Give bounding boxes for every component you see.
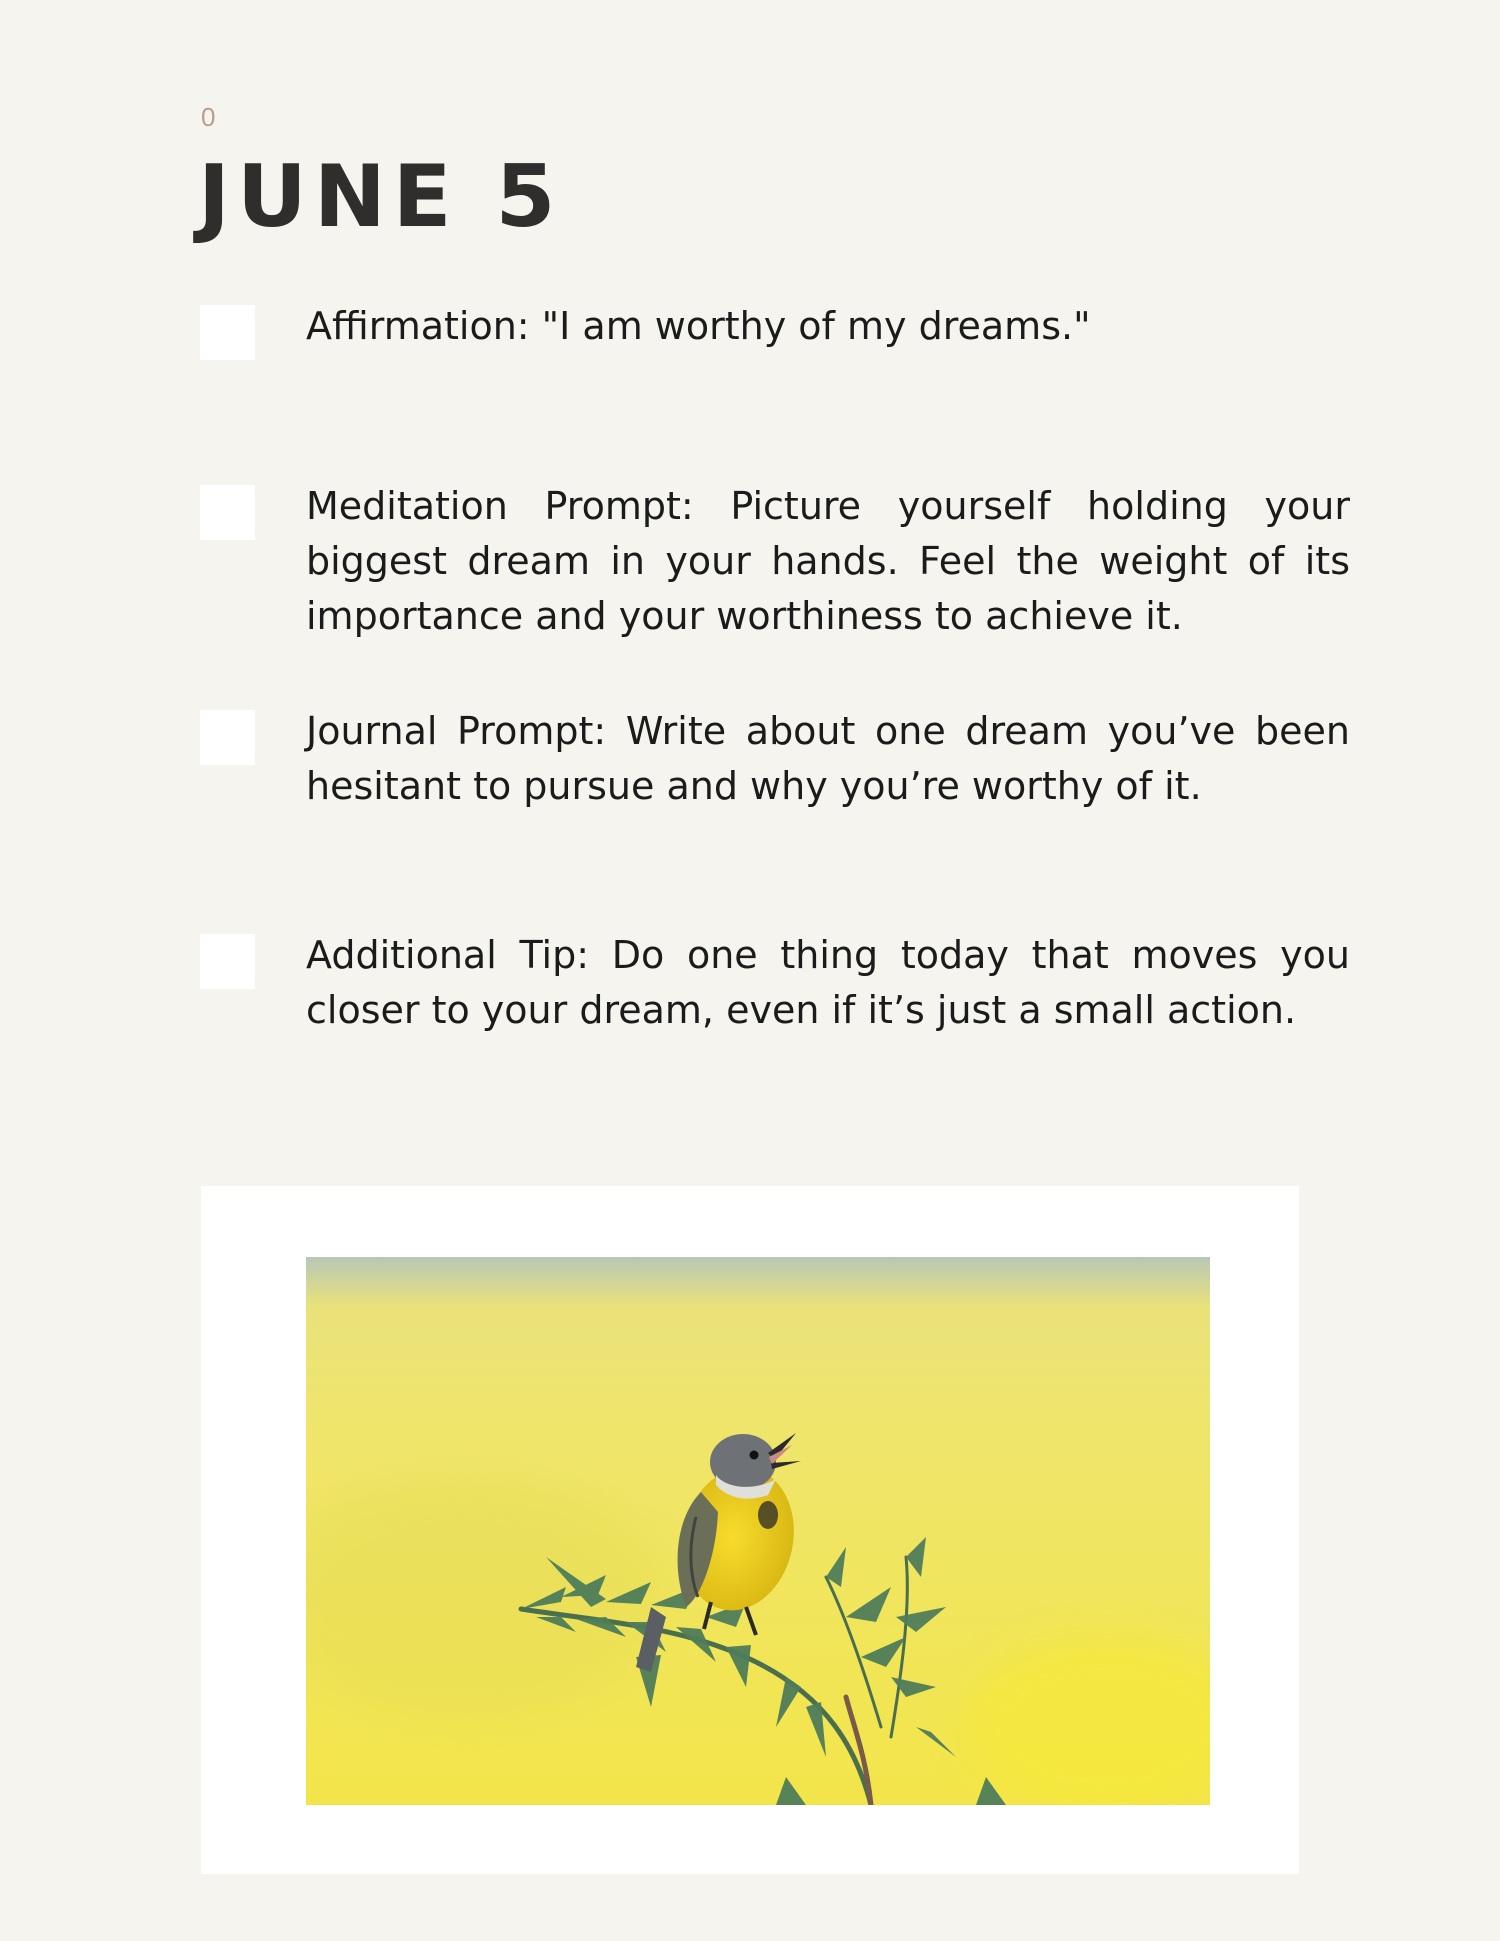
bird-illustration (306, 1257, 1210, 1805)
page-title: JUNE 5 (198, 147, 563, 247)
tip-checkbox[interactable] (200, 934, 255, 989)
affirmation-text: Affirmation: "I am worthy of my dreams." (306, 304, 1091, 348)
journal-checkbox[interactable] (200, 710, 255, 765)
meditation-checkbox[interactable] (200, 485, 255, 540)
tip-text: Additional Tip: Do one thing today that moves you closer to your dream, even if it’s just a small action. (306, 933, 1350, 1032)
page-number: 0 (201, 102, 216, 132)
meditation-text: Meditation Prompt: Picture yourself holding your biggest dream in your hands. Feel the weight of its importance and your worthiness to achieve it. (306, 484, 1350, 638)
affirmation-checkbox[interactable] (200, 305, 255, 360)
journal-text: Journal Prompt: Write about one dream you’ve been hesitant to pursue and why you’re worthy of it. (306, 709, 1350, 808)
photo-frame (201, 1186, 1299, 1874)
bird-photo (306, 1257, 1210, 1805)
